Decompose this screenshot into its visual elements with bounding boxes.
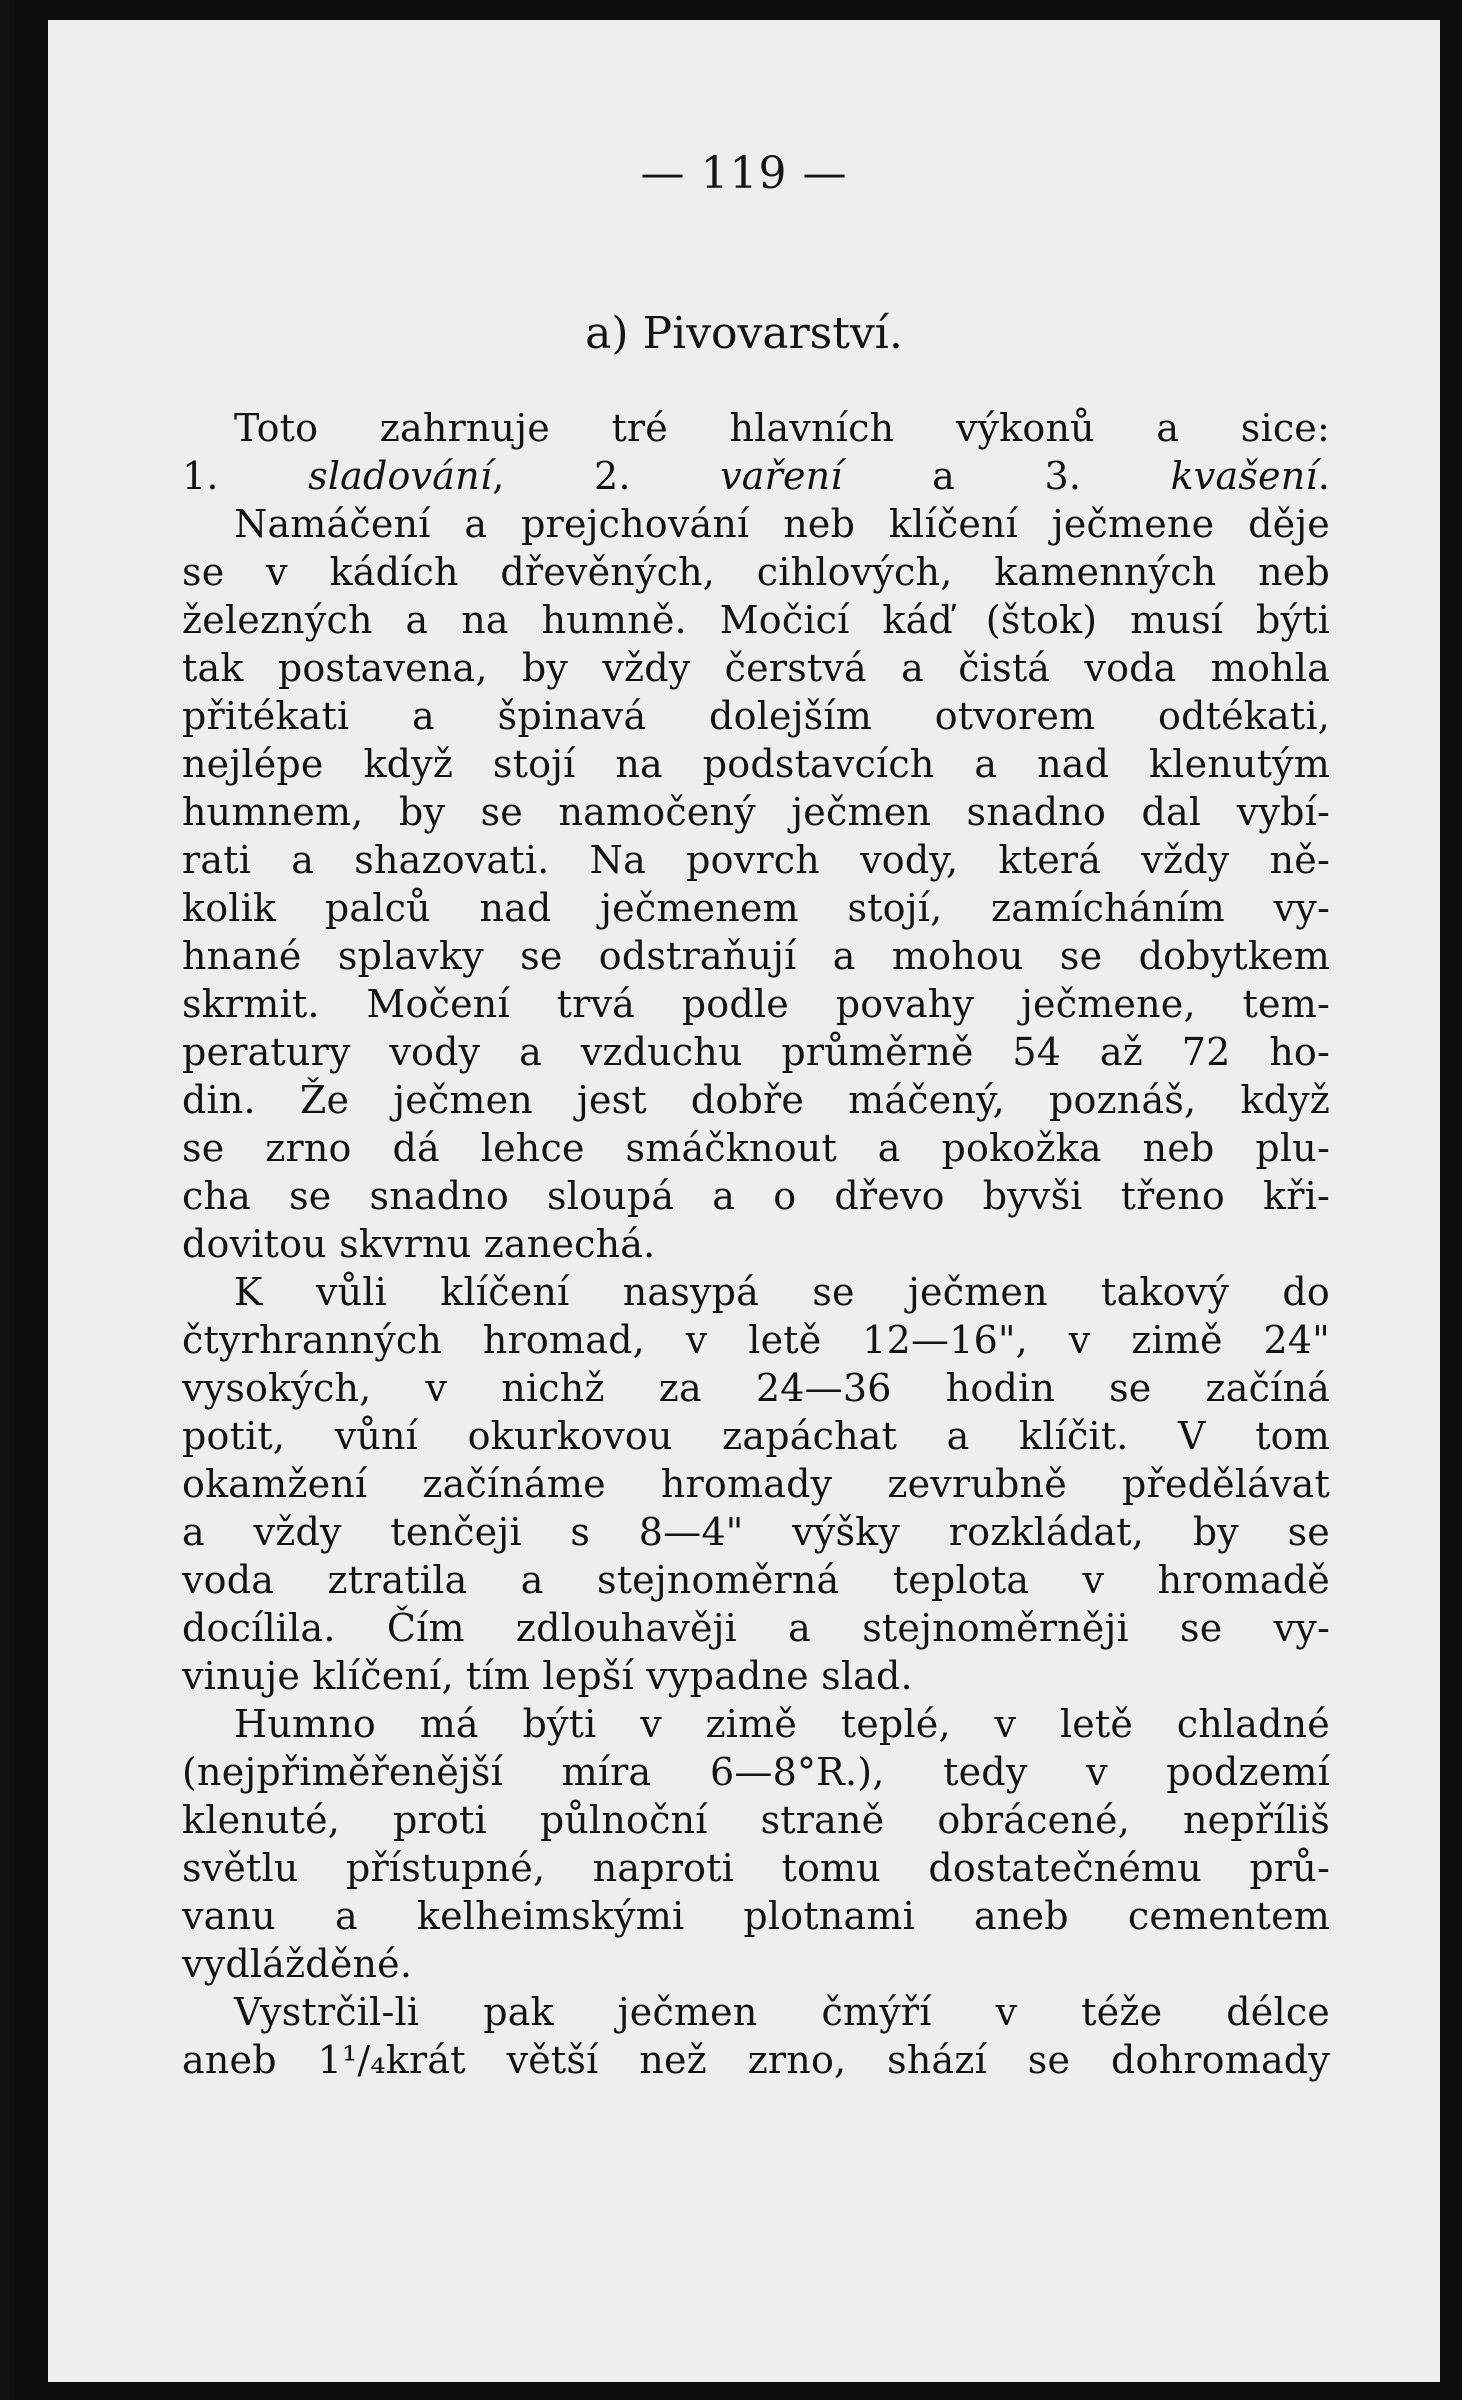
text-line: a vždy tenčeji s 8—4" výšky rozkládat, by se bbox=[182, 1510, 1330, 1554]
text-line: dovitou skvrnu zanechá. bbox=[182, 1222, 656, 1266]
text-line: okamžení začínáme hromady zevrubně předělávat bbox=[182, 1462, 1330, 1506]
text-line: železných a na humně. Močicí káď (štok) musí býti bbox=[182, 598, 1330, 642]
text-line: aneb 1¹/₄krát větší než zrno, shází se dohromady bbox=[182, 2038, 1330, 2082]
text-line: kolik palců nad ječmenem stojí, zamícháním vy- bbox=[182, 886, 1330, 930]
book-page bbox=[48, 20, 1440, 2382]
section-heading: a) Pivovarství. bbox=[585, 308, 903, 359]
text-line: Vystrčil-li pak ječmen čmýří v téže délce bbox=[234, 1990, 1330, 2034]
text-line: tak postavena, by vždy čerstvá a čistá voda mohla bbox=[182, 646, 1330, 690]
text-line: vydlážděné. bbox=[182, 1942, 413, 1986]
text-line: humnem, by se namočený ječmen snadno dal vybí- bbox=[182, 790, 1330, 834]
text-line: vysokých, v nichž za 24—36 hodin se začíná bbox=[182, 1366, 1330, 1410]
text-line: K vůli klíčení nasypá se ječmen takový do bbox=[234, 1270, 1330, 1314]
text-line: se zrno dá lehce smáčknout a pokožka neb plu- bbox=[182, 1126, 1330, 1170]
text-line: světlu přístupné, naproti tomu dostatečnému prů- bbox=[182, 1846, 1330, 1890]
text-line: vanu a kelheimskými plotnami aneb cementem bbox=[182, 1894, 1330, 1938]
text-line bbox=[182, 452, 1330, 500]
italic-term: vaření bbox=[720, 454, 843, 498]
text-line: Namáčení a prejchování neb klíčení ječmene děje bbox=[234, 502, 1330, 546]
text-line: nejlépe když stojí na podstavcích a nad klenutým bbox=[182, 742, 1330, 786]
text-line: docílila. Čím zdlouhavěji a stejnoměrněji se vy- bbox=[182, 1606, 1330, 1650]
text-line: se v kádích dřevěných, cihlových, kamenných neb bbox=[182, 550, 1330, 594]
text-line: din. Že ječmen jest dobře máčený, poznáš, když bbox=[182, 1078, 1330, 1122]
text-line: Humno má býti v zimě teplé, v letě chladné bbox=[234, 1702, 1330, 1746]
text-line: (nejpřiměřenější míra 6—8°R.), tedy v podzemí bbox=[182, 1750, 1330, 1794]
text-fragment: . bbox=[1317, 454, 1331, 498]
text-line: rati a shazovati. Na povrch vody, která vždy ně- bbox=[182, 838, 1330, 882]
text-line: čtyrhranných hromad, v letě 12—16", v zimě 24" bbox=[182, 1318, 1330, 1362]
text-line: potit, vůní okurkovou zapáchat a klíčit. V tom bbox=[182, 1414, 1330, 1458]
page-edge-shadow bbox=[0, 0, 14, 2400]
text-line: Toto zahrnuje tré hlavních výkonů a sice: bbox=[234, 406, 1330, 450]
text-fragment: a 3. bbox=[842, 454, 1171, 498]
text-line: cha se snadno sloupá a o dřevo byvši třeno kři- bbox=[182, 1174, 1330, 1218]
text-line: hnané splavky se odstraňují a mohou se dobytkem bbox=[182, 934, 1330, 978]
text-fragment: , 2. bbox=[492, 454, 721, 498]
text-line: klenuté, proti půlnoční straně obrácené, nepříliš bbox=[182, 1798, 1330, 1842]
italic-term: kvašení bbox=[1170, 454, 1318, 498]
page-number: — 119 — bbox=[640, 148, 848, 199]
text-line: vinuje klíčení, tím lepší vypadne slad. bbox=[182, 1654, 913, 1698]
text-line: skrmit. Močení trvá podle povahy ječmene, tem- bbox=[182, 982, 1330, 1026]
text-line: peratury vody a vzduchu průměrně 54 až 72 ho- bbox=[182, 1030, 1330, 1074]
italic-term: sladování bbox=[308, 454, 493, 498]
text-line: přitékati a špinavá dolejším otvorem odtékati, bbox=[182, 694, 1330, 738]
text-line: voda ztratila a stejnoměrná teplota v hromadě bbox=[182, 1558, 1330, 1602]
text-fragment: 1. bbox=[182, 454, 309, 498]
